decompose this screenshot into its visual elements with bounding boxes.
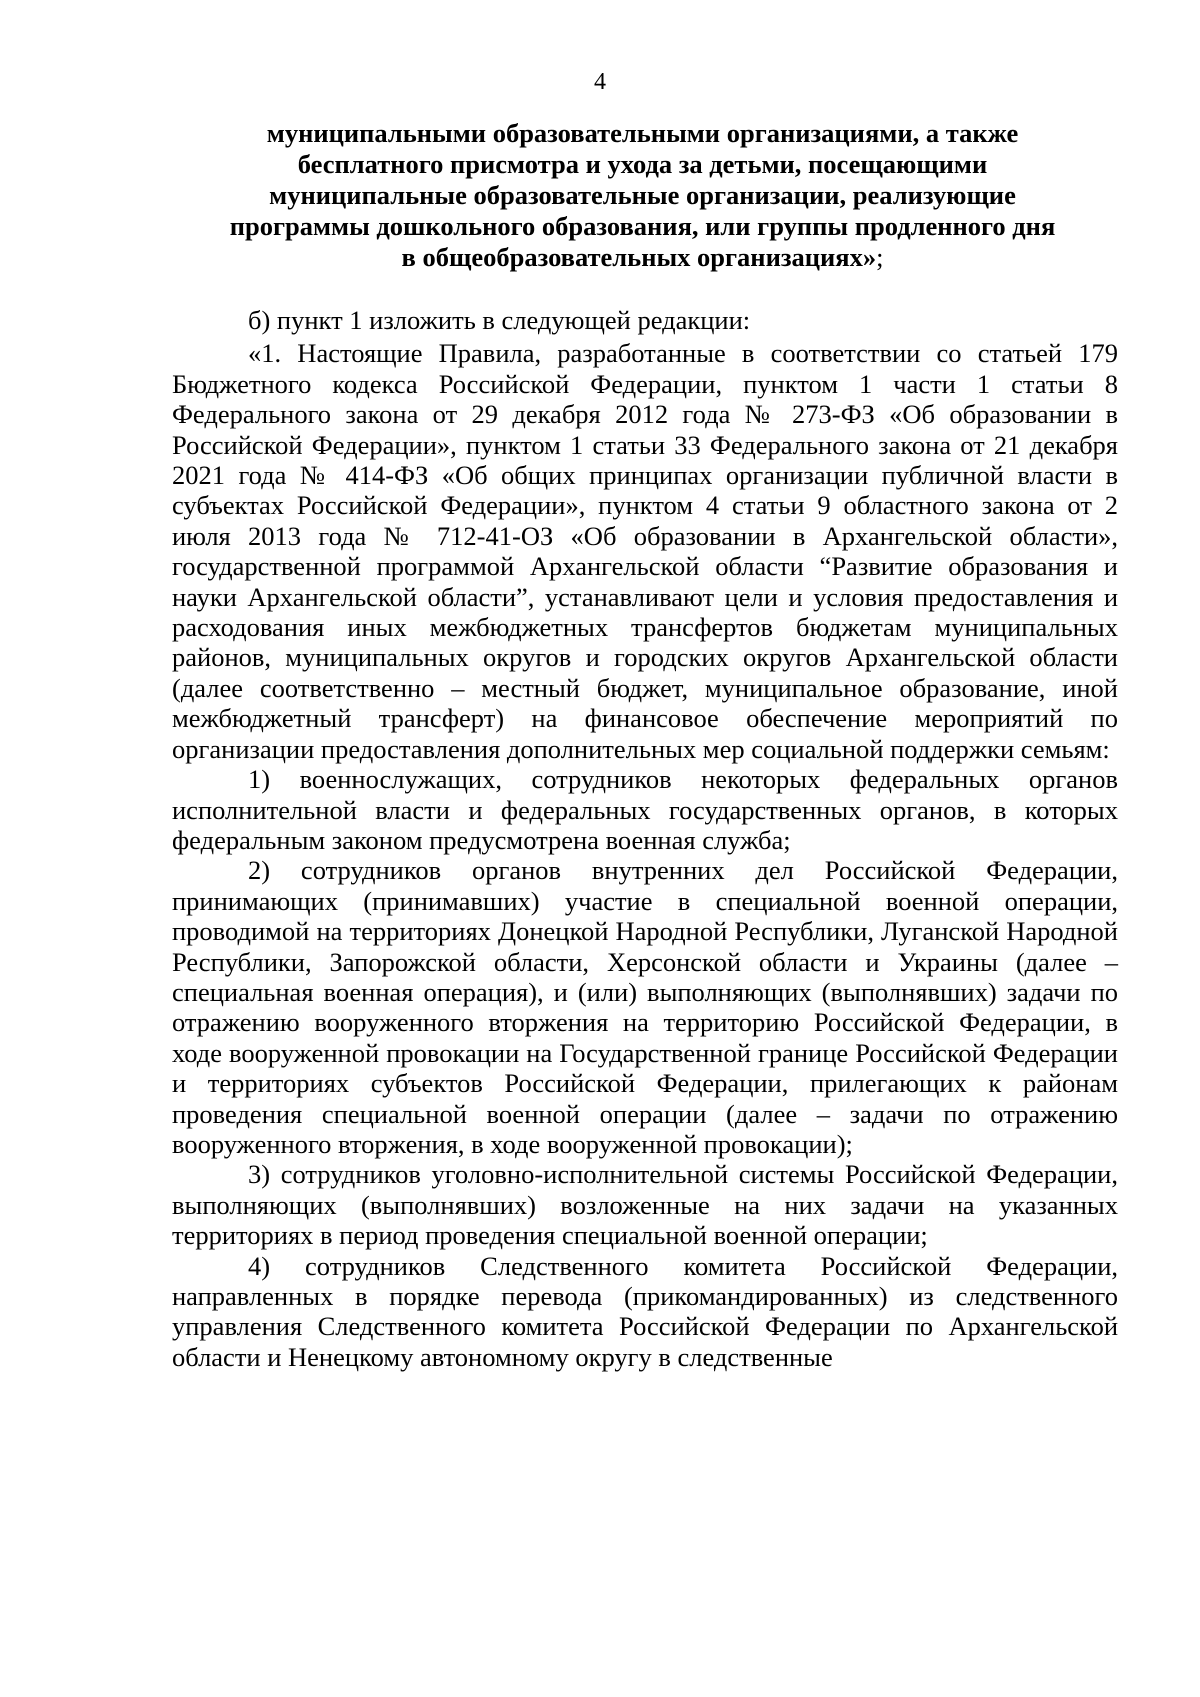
list-item-4: 4) сотрудников Следственного комитета Российской Федерации, направленных в порядке перевода (прикомандированных) из следственного управления Следственного комитета Российской Федерации по Архангельской области и Ненецкому автономному округу в следственные xyxy=(172,1250,1118,1372)
list-item-2: 2) сотрудников органов внутренних дел Российской Федерации, принимающих (принимавших) участие в специальной военной операции, проводимой на территориях Донецкой Народной Республики, Луганской Народной Республики, Запорожской области, Херсонской области и Украины (далее – специальная военная операция), и (или) выполняющих (выполнявших) задачи по отражению вооруженного вторжения на территорию Российской Федерации, в ходе вооруженной провокации на Государственной границе Российской Федерации и территориях субъектов Российской Федерации, прилегающих к районам проведения специальной военной операции (далее – задачи по отражению вооруженного вторжения, в ходе вооруженной провокации); xyxy=(172,855,1118,1159)
document-heading xyxy=(170,118,1115,273)
document-body xyxy=(172,305,1118,1372)
heading-line: в общеобразовательных организациях» xyxy=(401,242,877,272)
heading-line: муниципальные образовательные организации, реализующие xyxy=(269,180,1016,210)
heading-line: программы дошкольного образования, или группы продленного дня xyxy=(229,211,1056,241)
list-item-3: 3) сотрудников уголовно-исполнительной системы Российской Федерации, выполняющих (выполнявших) возложенные на них задачи на указанных территориях в период проведения специальной военной операции; xyxy=(172,1159,1118,1251)
heading-line: бесплатного присмотра и ухода за детьми, посещающими xyxy=(297,149,988,179)
list-item-1: 1) военнослужащих, сотрудников некоторых федеральных органов исполнительной власти и федеральных государственных органов, в которых федеральным законом предусмотрена военная служба; xyxy=(172,764,1118,855)
page-number: 4 xyxy=(594,69,606,95)
heading-line: муниципальными образовательными организациями, а также xyxy=(266,118,1019,148)
heading-tail: ; xyxy=(876,242,884,272)
paragraph-rules-intro: «1. Настоящие Правила, разработанные в соответствии со статьей 179 Бюджетного кодекса Российской Федерации, пунктом 1 части 1 статьи 8 Федерального закона от 29 декабря 2012 года № 273-ФЗ «Об образовании в Российской Федерации», пунктом 1 статьи 33 Федерального закона от 21 декабря 2021 года № 414-ФЗ «Об общих принципах организации публичной власти в субъектах Российской Федерации», пунктом 4 статьи 9 областного закона от 2 июля 2013 года № 712-41-ОЗ «Об образовании в Архангельской области», государственной программой Архангельской области “Развитие образования и науки Архангельской области”, устанавливают цели и условия предоставления и расходования иных межбюджетных трансфертов бюджетам муниципальных районов, муниципальных округов и городских округов Архангельской области (далее соответственно – местный бюджет, муниципальное образование, иной межбюджетный трансферт) на финансовое обеспечение мероприятий по организации предоставления дополнительных мер социальной поддержки семьям: xyxy=(172,338,1118,764)
paragraph-amendment-b: б) пункт 1 изложить в следующей редакции: xyxy=(248,305,751,335)
